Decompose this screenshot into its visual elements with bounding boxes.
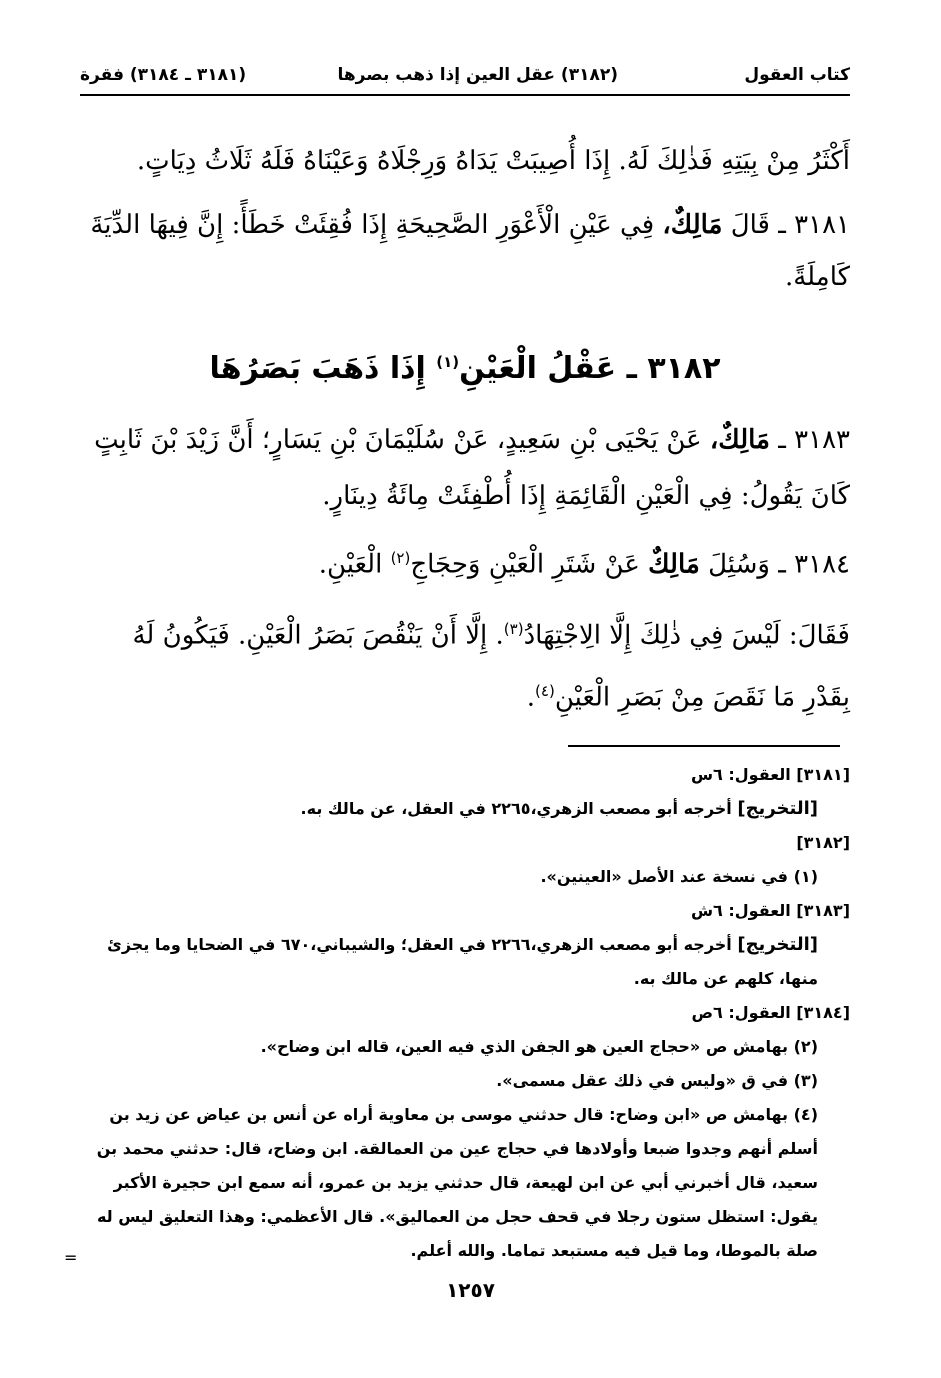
takhrij-tag: [التخريج] bbox=[737, 934, 818, 955]
margin-mark: = bbox=[64, 1248, 78, 1267]
paragraph-text: عَنْ شَتَرِ الْعَيْنِ وَحِجَاجِ bbox=[410, 549, 640, 580]
footnote-ref-3: (٣) bbox=[503, 619, 524, 638]
paragraph-answer bbox=[80, 601, 850, 726]
footnote-divider bbox=[568, 745, 840, 747]
paragraph-3184 bbox=[80, 530, 850, 593]
paragraph-number: ٣١٨٤ ـ bbox=[778, 549, 850, 580]
chapter-heading bbox=[80, 332, 850, 392]
malik-name: مَالِكٌ، bbox=[709, 425, 770, 455]
paragraph-3183 bbox=[80, 412, 850, 524]
paragraph-end: . bbox=[526, 682, 536, 713]
malik-name: مَالِكٌ bbox=[648, 549, 700, 580]
main-text-block-1 bbox=[80, 135, 850, 303]
footnote-note-2: (٢) بهامش ص «حجاج العين هو الجفن الذي فيه العين، قاله ابن وضاح». bbox=[260, 1037, 818, 1056]
footnote-text: أخرجه أبو مصعب الزهري،٢٢٦٦ في العقل؛ والشيباني،٦٧٠ في الضحايا وما يجزئ منها، كلهم عن مالك به. bbox=[107, 935, 818, 988]
paragraph-lead: قَالَ bbox=[730, 210, 770, 240]
footnote-note-1: (١) في نسخة عند الأصل «العينين». bbox=[540, 867, 818, 886]
footnote-ref-1: (١) bbox=[436, 353, 460, 371]
header-chapter-title: (٣١٨٢) عقل العين إذا ذهب بصرها bbox=[337, 65, 618, 85]
paragraph-number: ٣١٨١ ـ bbox=[778, 210, 850, 240]
header-book-title: كتاب العقول bbox=[744, 65, 850, 85]
footnote-ref-3182: [٣١٨٢] bbox=[796, 833, 850, 852]
paragraph-3181 bbox=[80, 199, 850, 303]
footnote-ref-2: (٢) bbox=[390, 549, 411, 567]
main-text-block-2 bbox=[80, 412, 850, 726]
paragraph-text: فَقَالَ: لَيْسَ فِي ذٰلِكَ إِلَّا الِاجْتِهَادُ bbox=[523, 620, 850, 651]
header-divider bbox=[80, 94, 850, 96]
paragraph-text: فِي عَيْنِ الْأَعْوَرِ الصَّحِيحَةِ إِذَا فُقِئَتْ خَطَأً: إِنَّ فِيهَا الدِّيَةَ كَامِلَةً. bbox=[90, 210, 850, 292]
malik-name: مَالِكٌ، bbox=[662, 210, 723, 240]
running-header bbox=[80, 55, 850, 95]
footnote-text: أخرجه أبو مصعب الزهري،٢٢٦٥ في العقل، عن مالك به. bbox=[300, 799, 732, 818]
page-number: ١٢٥٧ bbox=[446, 1278, 495, 1302]
paragraph-lead: وَسُئِلَ bbox=[708, 549, 770, 580]
paragraph-text: الْعَيْنِ. bbox=[318, 549, 383, 580]
footnote-takhrij-3181 bbox=[80, 792, 850, 826]
paragraph-text: عَنْ يَحْيَى بْنِ سَعِيدٍ، عَنْ سُلَيْمَانَ بْنِ يَسَارٍ؛ أَنَّ زَيْدَ بْنَ ثَابِتٍ كَانَ يَقُولُ: فِي الْعَيْنِ الْقَائِمَةِ إِذَا أُطْفِئَتْ مِائَةُ دِينَارٍ. bbox=[94, 425, 850, 511]
footnote-ref-3183: [٣١٨٣] العقول: ٦ش bbox=[690, 901, 850, 920]
paragraph-text: أَكْثَرُ مِنْ بِيَتِهِ فَذٰلِكَ لَهُ. إِذَا أُصِيبَتْ يَدَاهُ وَرِجْلَاهُ وَعَيْنَاهُ فَلَهُ ثَلَاثُ دِيَاتٍ. bbox=[136, 146, 850, 176]
paragraph-continuation bbox=[80, 135, 850, 187]
footnote-ref-3184: [٣١٨٤] العقول: ٦ص bbox=[691, 1003, 850, 1022]
paragraph-number: ٣١٨٣ ـ bbox=[778, 425, 850, 455]
footnote-note-3: (٣) في ق «وليس في ذلك عقل مسمى». bbox=[496, 1071, 818, 1090]
footnote-takhrij-3183 bbox=[80, 928, 850, 996]
takhrij-tag: [التخريج] bbox=[737, 798, 818, 819]
heading-text-a: عَقْلُ الْعَيْنِ bbox=[459, 351, 617, 386]
heading-text-b: إِذَا ذَهَبَ بَصَرُهَا bbox=[209, 351, 426, 386]
heading-number: ٣١٨٢ ـ bbox=[626, 351, 721, 386]
footnotes-block bbox=[80, 758, 850, 1268]
footnote-ref-3181: [٣١٨١] العقول: ٦س bbox=[690, 765, 850, 784]
footnote-note-4: (٤) بهامش ص «ابن وضاح: قال حدثني موسى بن معاوية أراه عن أنس بن عياض عن زيد بن أسلم أنهم وجدوا ضبعا وأولادها في حجاج عين من العمالقة. ابن وضاح، قال: حدثني محمد بن سعيد، قال أخبرني أبي عن ابن لهيعة، قال حدثني يزيد بن عمرو، أنه سمع ابن حجيرة الأكبر يقول: استظل ستون رجلا في قحف حجل من العماليق». قال الأعظمي: وهذا التعليق ليس له صلة بالموطا، وما قيل فيه مستبعد تماما. والله أعلم. bbox=[96, 1105, 818, 1260]
footnote-ref-4: (٤) bbox=[535, 682, 555, 701]
header-paragraph-range: (٣١٨١ ـ ٣١٨٤) فقرة bbox=[80, 65, 247, 85]
paragraph-text: . إِلَّا أَنْ يَنْقُصَ بَصَرُ الْعَيْنِ. فَيَكُونُ لَهُ بِقَدْرِ مَا نَقَصَ مِنْ بَصَرِ الْعَيْنِ bbox=[132, 620, 850, 713]
